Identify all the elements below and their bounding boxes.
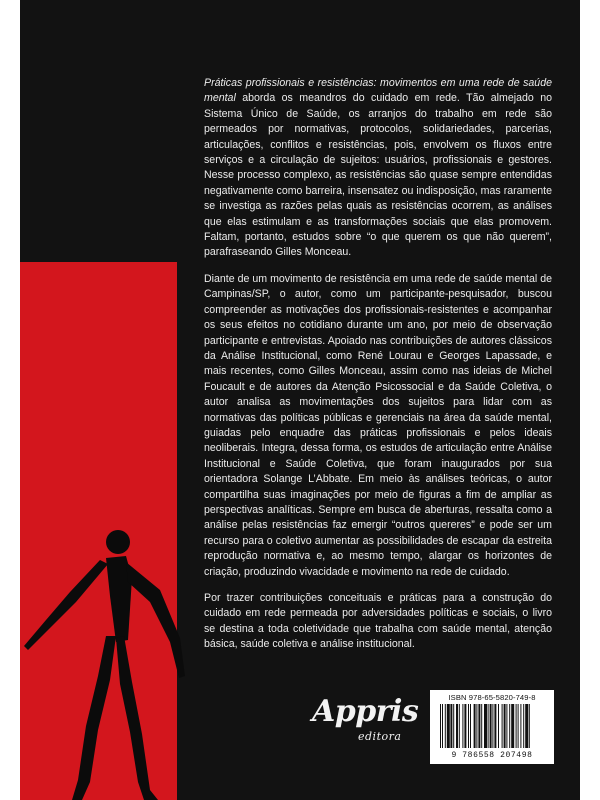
publisher-sub: editora <box>358 730 402 743</box>
synopsis-paragraph-1-text: aborda os meandros do cuidado em rede. Tão almejado no Sistema Único de Saúde, os arranjos do trabalho em rede são permeados por normativas, protocolos, solidariedades, parcerias, articulações, conflitos e resistências, pois, envolvem os fluxos entre serviços e a circulação de sujeitos: usuários, profissionais e gestores. Nesse processo complexo, as resistências são quase sempre entendidas negativamente como barreira, insensatez ou indisposição, mas raramente se investiga as razões pelas quais as resistências ocorrem, as análises que elas estimulam e as transformações sociais que elas promovem. Faltam, portanto, estudos sobre “o que querem os que não querem”, parafraseando Gilles Monceau. <box>204 92 552 259</box>
book-title-italic: Práticas profissionais e resistências: movimentos em uma rede de saúde mental <box>204 77 552 105</box>
resisting-person-figure-icon <box>20 520 195 800</box>
book-back-cover <box>20 0 580 800</box>
back-cover-synopsis <box>204 76 552 664</box>
synopsis-paragraph-1 <box>204 76 552 261</box>
publisher-name: Appris <box>312 694 419 729</box>
synopsis-paragraph-3: Por trazer contribuições conceituais e práticas para a construção do cuidado em rede permeada por adversidades políticas e sociais, o livro se destina a toda coletividade que trabalha com saúde mental, atenção básica, saúde coletiva e análise institucional. <box>204 592 552 651</box>
publisher-logo <box>310 694 420 752</box>
isbn-label: ISBN 978-65-5820-749-8 <box>448 693 536 702</box>
synopsis-paragraph-2: Diante de um movimento de resistência em uma rede de saúde mental de Campinas/SP, o autor, como um participante-pesquisador, buscou compreender as motivações dos profissionais-resistentes e acompanhar os seus efeitos no cotidiano durante um ano, por meio de observação participante e entrevistas. Apoiado nas contribuições de autores clássicos da Análise Institucional, como René Lourau e Georges Lapassade, e mais recentes, como Gilles Monceau, assim como nas ideias de Michel Foucault e de autores da Atenção Psicossocial e da Saúde Coletiva, o autor analisa as movimentações dos sujeitos para lidar com as normativas das políticas públicas e gerenciais na área da saúde mental, guiadas pelo enquadre das práticas profissionais e pelos ideais neoliberais. Integra, dessa forma, os estudos de articulação entre Análise Institucional e Saúde Coletiva, que foram inaugurados por sua orientadora Solange L’Abbate. Em meio às análises teóricas, o autor compartilha suas imaginações por meio de figuras a fim de ampliar as perspectivas analíticas. Sempre em busca de aberturas, ressalta como a análise pelas resistências faz emergir “outros quereres” e pode ser um recurso para o coletivo aumentar as possibilidades de escapar da estreita reprodução normativa e, ao mesmo tempo, alargar os horizontes de criação, produzindo vivacidade e movimento na rede de cuidado. <box>204 272 552 578</box>
barcode-bars-icon <box>438 704 546 748</box>
isbn-barcode <box>430 690 554 764</box>
barcode-digits: 9 786558 207498 <box>451 751 533 760</box>
